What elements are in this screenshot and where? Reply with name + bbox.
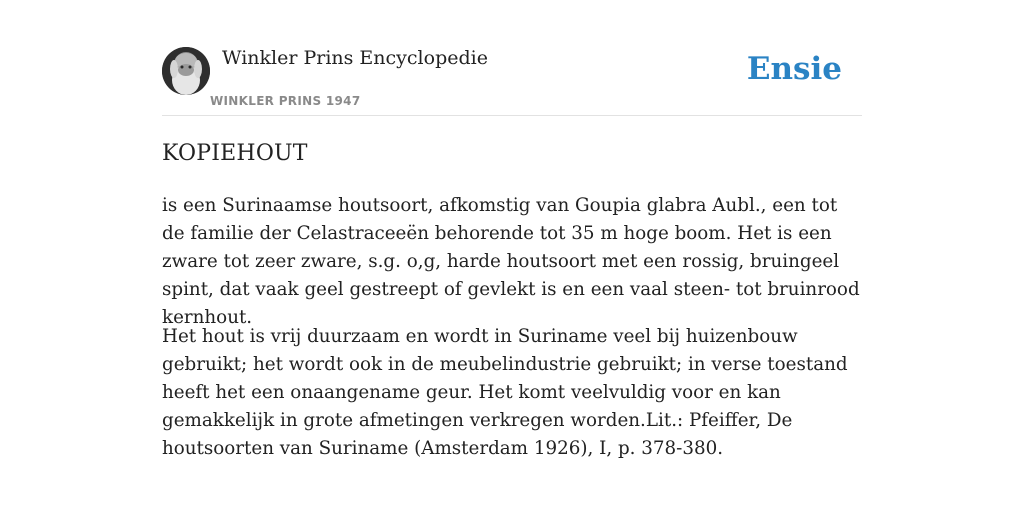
source-title[interactable]: Winkler Prins Encyclopedie [222,47,488,69]
article-paragraph: is een Surinaamse houtsoort, afkomstig van Goupia glabra Aubl., een tot de familie der Celastraceeën behorende tot 35 m hoge boom. Het is een zware tot zeer zware, s.g. o,g, harde houtsoort met een rossig, bruingeel spint, dat vaak geel gestreept of gevlekt is en een vaal steen- tot bruinrood kernhout. [162,195,860,328]
article-paragraph: Het hout is vrij duurzaam en wordt in Suriname veel bij huizenbouw gebruikt; het wordt ook in de meubelindustrie gebruikt; in verse toestand heeft het een onaangename geur. Het komt veelvuldig voor en kan gemakkelijk in grote afmetingen verkregen worden.Lit.: Pfeiffer, De houtsoorten van Suriname (Amsterdam 1926), I, p. 378-380. [162,326,848,459]
source-subtitle[interactable]: WINKLER PRINS 1947 [210,94,361,108]
source-header [162,45,862,116]
bearded-man-portrait-icon [162,47,210,95]
avatar[interactable] [162,47,210,95]
article [162,138,862,459]
article-title: KOPIEHOUT [162,141,308,166]
brand-logo[interactable]: Ensie [746,51,842,87]
